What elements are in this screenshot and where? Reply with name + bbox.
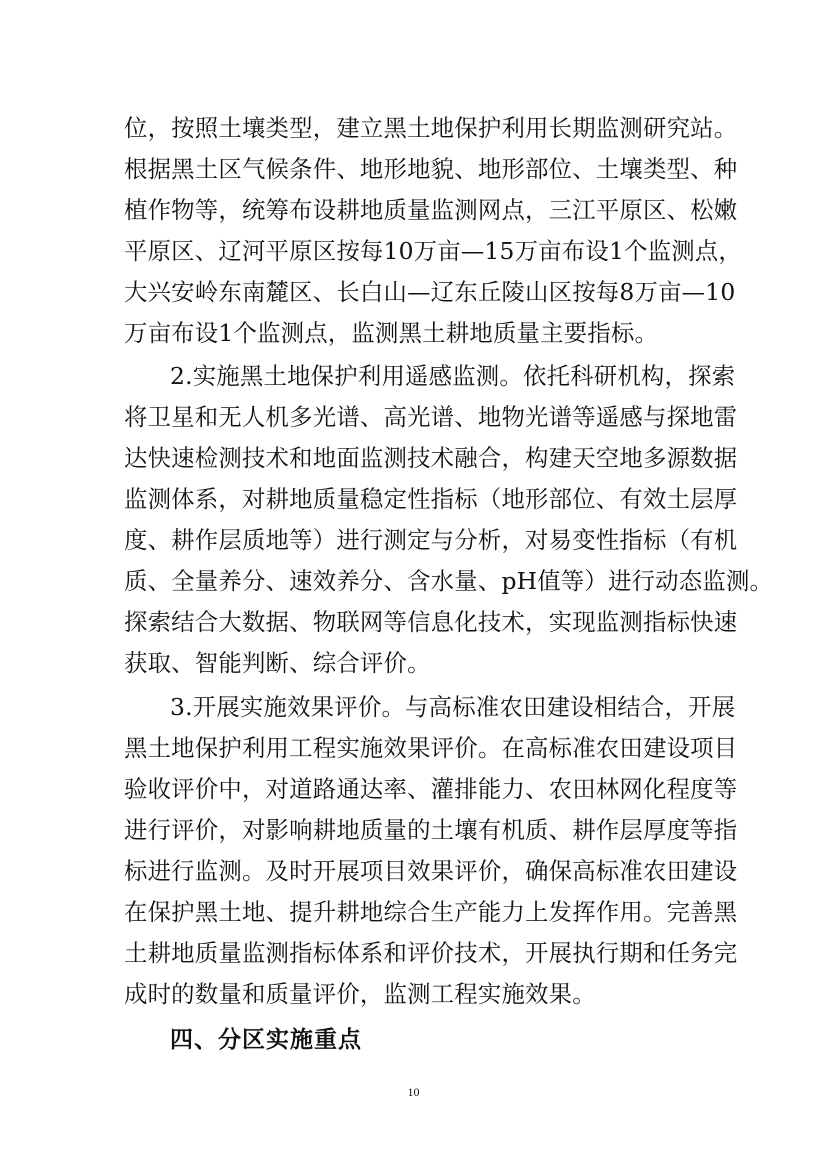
paragraph-line: 将卫星和无人机多光谱、高光谱、地物光谱等遥感与探地雷 (124, 403, 738, 431)
paragraph-line: 监测体系，对耕地质量稳定性指标（地形部位、有效土层厚 (124, 485, 738, 513)
paragraph-line: 大兴安岭东南麓区、长白山—辽东丘陵山区按每8万亩—10 (124, 278, 736, 306)
paragraph-line: 标进行监测。及时开展项目效果评价，确保高标准农田建设 (124, 857, 738, 885)
paragraph-line: 质、全量养分、速效养分、含水量、pH值等）进行动态监测。 (124, 567, 774, 595)
paragraph-line: 在保护黑土地、提升耕地综合生产能力上发挥作用。完善黑 (124, 898, 738, 926)
paragraph-line: 位，按照土壤类型，建立黑土地保护利用长期监测研究站。 (124, 114, 738, 142)
paragraph-line: 2.实施黑土地保护利用遥感监测。依托科研机构，探索 (170, 362, 736, 390)
paragraph-line: 获取、智能判断、综合评价。 (124, 649, 431, 677)
paragraph-line: 成时的数量和质量评价，监测工程实施效果。 (124, 980, 596, 1008)
paragraph-line: 探索结合大数据、物联网等信息化技术，实现监测指标快速 (124, 608, 738, 636)
paragraph-line: 验收评价中，对道路通达率、灌排能力、农田林网化程度等 (124, 775, 738, 803)
paragraph-line: 黑土地保护利用工程实施效果评价。在高标准农田建设项目 (124, 734, 738, 762)
paragraph-line: 平原区、辽河平原区按每10万亩—15万亩布设1个监测点， (124, 237, 742, 265)
paragraph-line: 进行评价，对影响耕地质量的土壤有机质、耕作层厚度等指 (124, 816, 738, 844)
paragraph-line: 土耕地质量监测指标体系和评价技术，开展执行期和任务完 (124, 939, 738, 967)
paragraph-line: 3.开展实施效果评价。与高标准农田建设相结合，开展 (170, 693, 736, 721)
paragraph-line: 根据黑土区气候条件、地形地貌、地形部位、土壤类型、种 (124, 155, 738, 183)
paragraph-line: 植作物等，统筹布设耕地质量监测网点，三江平原区、松嫩 (124, 196, 738, 224)
paragraph-line: 万亩布设1个监测点，监测黑土耕地质量主要指标。 (124, 319, 659, 347)
paragraph-line: 度、耕作层质地等）进行测定与分析，对易变性指标（有机 (124, 526, 738, 554)
page-number: 10 (407, 1085, 420, 1099)
paragraph-line: 达快速检测技术和地面监测技术融合，构建天空地多源数据 (124, 444, 738, 472)
section-heading: 四、分区实施重点 (170, 1027, 362, 1053)
